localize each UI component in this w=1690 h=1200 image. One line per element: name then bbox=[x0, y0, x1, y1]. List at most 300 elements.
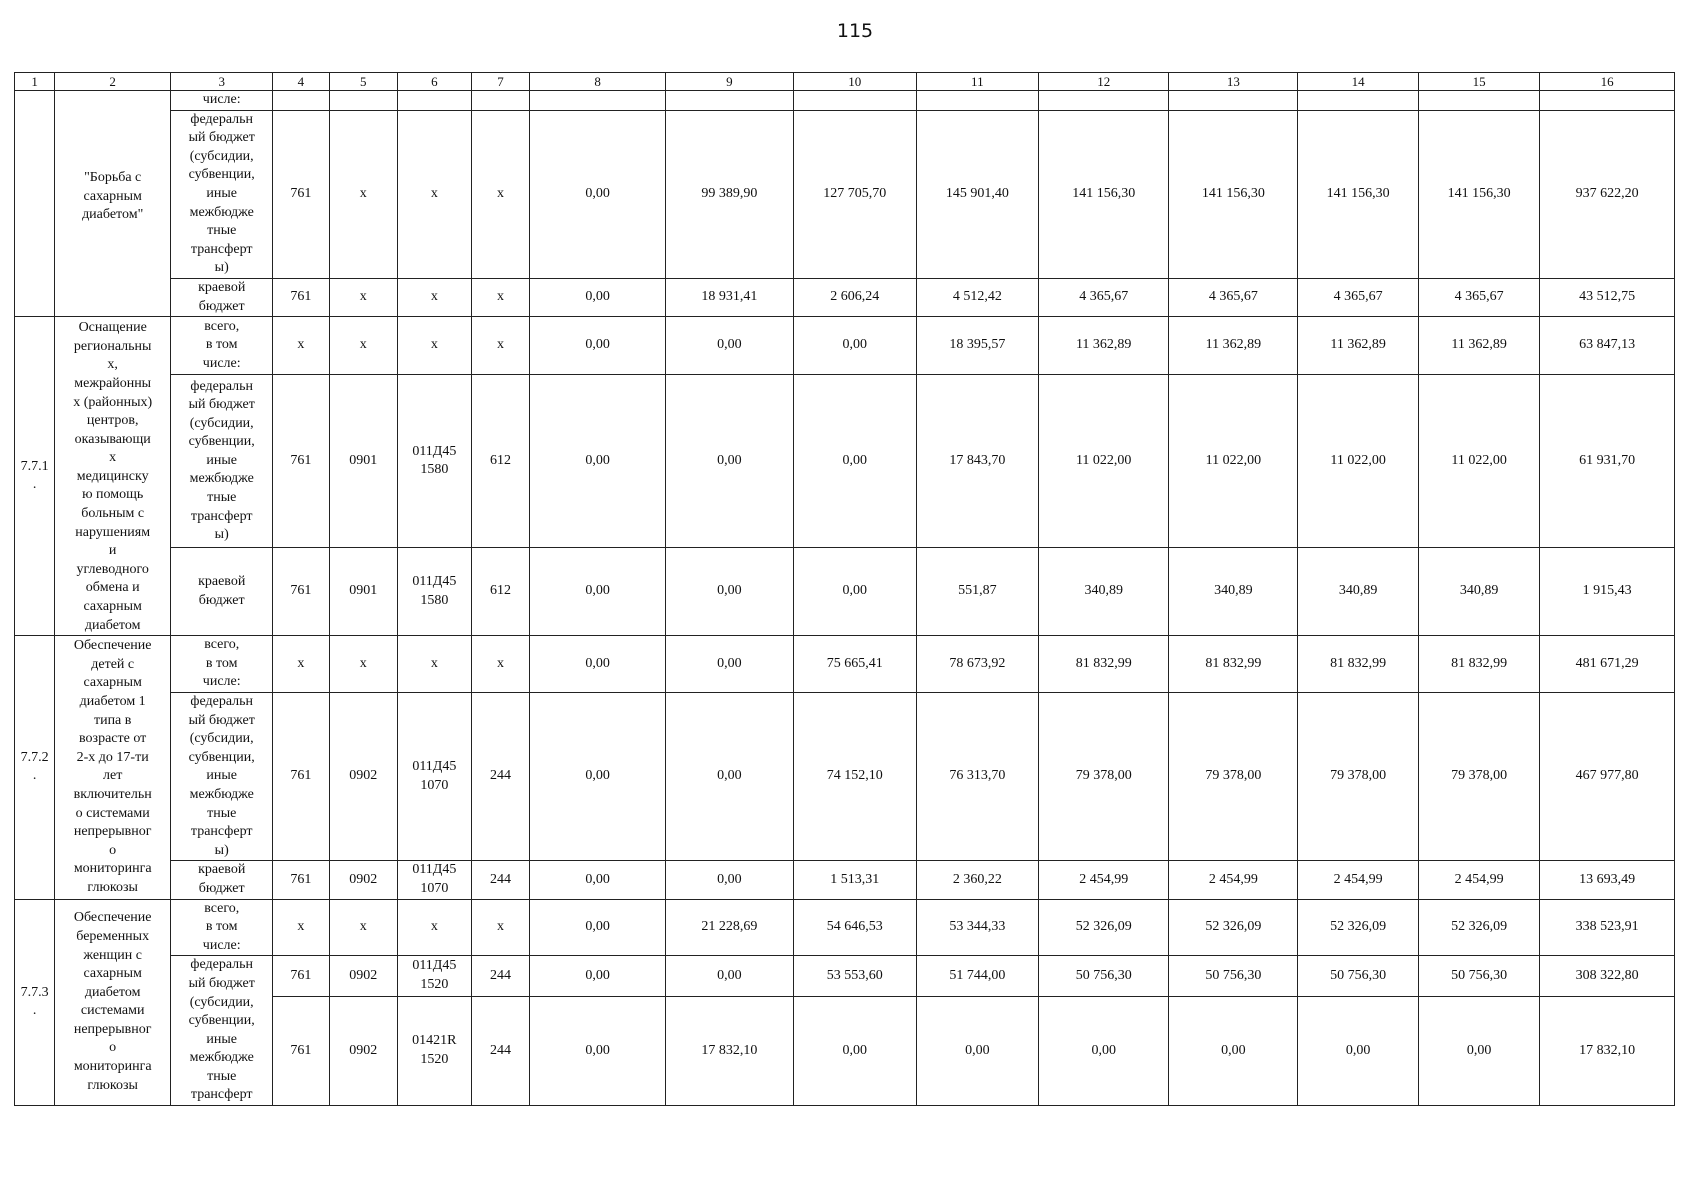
value-text: 761 bbox=[290, 583, 312, 599]
column-number-header: 7 bbox=[471, 73, 530, 91]
value-cell bbox=[793, 996, 916, 1105]
funding-source-text: краевой бюджет bbox=[198, 862, 246, 896]
value-cell bbox=[397, 996, 471, 1105]
column-number-header: 5 bbox=[329, 73, 397, 91]
value-cell bbox=[916, 996, 1039, 1105]
value-text: 937 622,20 bbox=[1575, 185, 1639, 201]
value-cell bbox=[1039, 861, 1169, 899]
value-text: x bbox=[430, 289, 438, 305]
value-text: 78 673,92 bbox=[949, 655, 1006, 671]
value-cell bbox=[273, 110, 329, 278]
table-row bbox=[15, 548, 1675, 636]
item-name-text: "Борьба с сахарным диабетом" bbox=[82, 170, 144, 223]
value-cell bbox=[1039, 996, 1169, 1105]
value-cell bbox=[1039, 91, 1169, 111]
value-text: 761 bbox=[290, 768, 312, 784]
value-text: 11 362,89 bbox=[1451, 337, 1507, 353]
table-row bbox=[15, 317, 1675, 375]
value-cell bbox=[471, 693, 530, 861]
value-text: 340,89 bbox=[1338, 583, 1378, 599]
value-cell bbox=[397, 548, 471, 636]
value-cell bbox=[916, 548, 1039, 636]
page-number: 115 bbox=[836, 20, 874, 42]
value-cell bbox=[530, 110, 666, 278]
value-cell bbox=[329, 899, 397, 956]
value-text: 0,00 bbox=[585, 655, 610, 671]
value-cell bbox=[1169, 548, 1298, 636]
value-text: 141 156,30 bbox=[1447, 185, 1511, 201]
value-cell bbox=[793, 693, 916, 861]
value-text: 308 322,80 bbox=[1575, 967, 1639, 983]
value-cell bbox=[1540, 956, 1675, 997]
value-text: 81 832,99 bbox=[1451, 655, 1508, 671]
value-cell bbox=[1169, 375, 1298, 548]
value-text: 11 362,89 bbox=[1330, 337, 1386, 353]
value-text: 338 523,91 bbox=[1575, 919, 1639, 935]
value-cell bbox=[1298, 110, 1418, 278]
value-text: 0901 bbox=[349, 583, 378, 599]
value-cell bbox=[1540, 278, 1675, 316]
value-text: 0,00 bbox=[1466, 1042, 1492, 1058]
value-text: 0,00 bbox=[585, 967, 610, 983]
value-cell bbox=[530, 996, 666, 1105]
value-text: 011Д45 1580 bbox=[412, 574, 457, 608]
table-row bbox=[15, 899, 1675, 956]
table-row bbox=[15, 956, 1675, 997]
value-cell bbox=[1039, 899, 1169, 956]
table-row bbox=[15, 91, 1675, 111]
value-cell bbox=[1169, 956, 1298, 997]
value-text: x bbox=[297, 337, 305, 353]
value-text: 011Д45 1520 bbox=[412, 958, 457, 993]
value-cell bbox=[471, 375, 530, 548]
value-cell bbox=[665, 956, 793, 997]
funding-source bbox=[171, 91, 273, 111]
value-text: 2 454,99 bbox=[1079, 871, 1129, 887]
value-text: 761 bbox=[290, 185, 312, 201]
value-text: 1 513,31 bbox=[830, 871, 880, 887]
value-cell bbox=[273, 996, 329, 1105]
value-cell bbox=[1039, 110, 1169, 278]
value-cell bbox=[793, 956, 916, 997]
value-cell bbox=[273, 899, 329, 956]
column-number-header: 8 bbox=[530, 73, 666, 91]
value-text: x bbox=[359, 289, 367, 305]
value-cell bbox=[1298, 956, 1418, 997]
value-text: x bbox=[430, 337, 438, 353]
value-text: x bbox=[497, 919, 504, 935]
value-cell bbox=[793, 861, 916, 899]
value-cell bbox=[1039, 693, 1169, 861]
item-name-text: Оснащение региональны х, межрайонны х (районных) центров, оказывающи х медицинску ю помощь больным с нарушениям и углеводного обмена и сахарным диабетом bbox=[73, 320, 153, 633]
item-name bbox=[55, 91, 171, 317]
value-cell bbox=[1540, 861, 1675, 899]
value-text: 74 152,10 bbox=[826, 768, 883, 784]
value-text: 18 931,41 bbox=[701, 289, 758, 305]
funding-source-text: федеральн ый бюджет (субсидии, субвенции, иные межбюдже тные трансферт ы) bbox=[188, 694, 255, 858]
value-cell bbox=[530, 548, 666, 636]
value-cell bbox=[530, 693, 666, 861]
value-text: 54 646,53 bbox=[826, 919, 883, 935]
value-text: 2 454,99 bbox=[1333, 871, 1383, 887]
value-cell bbox=[397, 956, 471, 997]
value-cell bbox=[1540, 317, 1675, 375]
value-text: 52 326,09 bbox=[1451, 919, 1508, 935]
value-cell bbox=[397, 375, 471, 548]
value-cell bbox=[273, 548, 329, 636]
value-text: 0,00 bbox=[717, 452, 742, 468]
value-text: 2 454,99 bbox=[1208, 871, 1258, 887]
value-text: 340,89 bbox=[1459, 583, 1499, 599]
value-cell bbox=[329, 548, 397, 636]
value-cell bbox=[1298, 317, 1418, 375]
value-text: 52 326,09 bbox=[1330, 919, 1387, 935]
value-text: x bbox=[430, 185, 438, 201]
value-text: 0,00 bbox=[717, 655, 742, 671]
value-text: 141 156,30 bbox=[1201, 185, 1265, 201]
value-text: 0,00 bbox=[842, 1042, 867, 1058]
value-text: 63 847,13 bbox=[1579, 337, 1636, 353]
value-text: 50 756,30 bbox=[1075, 967, 1132, 983]
value-text: 761 bbox=[290, 289, 312, 305]
value-cell bbox=[1169, 861, 1298, 899]
value-text: 0,00 bbox=[1221, 1042, 1246, 1058]
value-text: 141 156,30 bbox=[1072, 185, 1136, 201]
value-cell bbox=[1418, 899, 1540, 956]
column-number-header: 15 bbox=[1418, 73, 1540, 91]
value-text: 11 362,89 bbox=[1075, 337, 1132, 353]
value-cell bbox=[530, 899, 666, 956]
value-text: 340,89 bbox=[1084, 583, 1123, 599]
column-number-header: 4 bbox=[273, 73, 329, 91]
value-text: 0,00 bbox=[585, 871, 610, 887]
value-text: 0,00 bbox=[717, 871, 742, 887]
value-text: 18 395,57 bbox=[949, 337, 1006, 353]
value-cell bbox=[665, 899, 793, 956]
value-text: 50 756,30 bbox=[1451, 967, 1508, 983]
column-number-header: 3 bbox=[171, 73, 273, 91]
item-name bbox=[55, 899, 171, 1106]
funding-source-text: федеральн ый бюджет (субсидии, субвенции, иные межбюдже тные трансферт ы) bbox=[188, 378, 255, 543]
value-text: 79 378,00 bbox=[1451, 768, 1508, 784]
column-number-header: 11 bbox=[916, 73, 1039, 91]
value-cell bbox=[397, 278, 471, 316]
value-cell bbox=[397, 110, 471, 278]
value-text: 761 bbox=[290, 1042, 312, 1058]
value-text: x bbox=[297, 919, 305, 935]
value-text: 11 022,00 bbox=[1075, 452, 1132, 468]
value-cell bbox=[1418, 636, 1540, 693]
value-text: 76 313,70 bbox=[949, 768, 1006, 784]
value-cell bbox=[471, 110, 530, 278]
item-number-text: 7.7.3 . bbox=[20, 984, 49, 1019]
value-text: 340,89 bbox=[1214, 583, 1253, 599]
value-text: x bbox=[497, 337, 504, 353]
column-number-header: 9 bbox=[665, 73, 793, 91]
value-cell bbox=[397, 861, 471, 899]
funding-source bbox=[171, 956, 273, 1106]
value-cell bbox=[329, 636, 397, 693]
value-cell bbox=[916, 693, 1039, 861]
value-cell bbox=[471, 317, 530, 375]
value-text: x bbox=[497, 655, 504, 671]
value-cell bbox=[793, 91, 916, 111]
funding-source-text: федеральн ый бюджет (субсидии, субвенции, иные межбюдже тные трансферт bbox=[188, 957, 255, 1103]
value-text: 61 931,70 bbox=[1579, 452, 1636, 468]
value-text: 612 bbox=[490, 452, 511, 468]
value-cell bbox=[665, 375, 793, 548]
value-cell bbox=[329, 996, 397, 1105]
value-cell bbox=[665, 548, 793, 636]
value-text: 0,00 bbox=[842, 337, 867, 353]
value-cell bbox=[916, 278, 1039, 316]
item-name-text: Обеспечение беременных женщин с сахарным диабетом системами непрерывног о мониторинга глюкозы bbox=[73, 910, 152, 1093]
value-text: 551,87 bbox=[958, 583, 997, 599]
value-text: 2 606,24 bbox=[830, 289, 880, 305]
value-text: 127 705,70 bbox=[823, 185, 887, 201]
item-number-text: 7.7.2 . bbox=[20, 749, 49, 784]
value-text: 0902 bbox=[349, 967, 378, 983]
value-cell bbox=[471, 636, 530, 693]
value-text: 141 156,30 bbox=[1326, 185, 1390, 201]
value-cell bbox=[916, 861, 1039, 899]
value-text: 011Д45 1070 bbox=[412, 759, 457, 793]
value-cell bbox=[471, 91, 530, 111]
value-text: 17 843,70 bbox=[949, 452, 1006, 468]
value-cell bbox=[329, 110, 397, 278]
value-cell bbox=[273, 861, 329, 899]
value-text: 13 693,49 bbox=[1579, 871, 1636, 887]
value-cell bbox=[793, 899, 916, 956]
value-text: 0,00 bbox=[585, 452, 610, 468]
value-text: 0,00 bbox=[585, 289, 610, 305]
value-text: 11 022,00 bbox=[1451, 452, 1507, 468]
item-name bbox=[55, 636, 171, 899]
value-cell bbox=[793, 548, 916, 636]
value-cell bbox=[530, 861, 666, 899]
value-cell bbox=[665, 91, 793, 111]
value-text: 0,00 bbox=[842, 452, 867, 468]
value-cell bbox=[1039, 278, 1169, 316]
value-text: 011Д45 1070 bbox=[412, 862, 457, 896]
value-cell bbox=[1169, 899, 1298, 956]
item-number bbox=[15, 91, 55, 317]
value-cell bbox=[273, 636, 329, 693]
funding-source bbox=[171, 548, 273, 636]
value-cell bbox=[1298, 996, 1418, 1105]
value-cell bbox=[1418, 861, 1540, 899]
value-cell bbox=[530, 91, 666, 111]
value-cell bbox=[397, 317, 471, 375]
value-text: 244 bbox=[490, 1042, 511, 1058]
funding-source-text: краевой бюджет bbox=[198, 279, 246, 314]
value-text: 81 832,99 bbox=[1330, 655, 1387, 671]
value-text: 11 362,89 bbox=[1205, 337, 1262, 353]
value-cell bbox=[397, 636, 471, 693]
value-text: 2 360,22 bbox=[952, 871, 1002, 887]
value-cell bbox=[1169, 317, 1298, 375]
funding-source-text: федеральн ый бюджет (субсидии, субвенции, иные межбюдже тные трансферт ы) bbox=[188, 111, 255, 276]
value-cell bbox=[1298, 91, 1418, 111]
value-cell bbox=[1540, 375, 1675, 548]
value-cell bbox=[1540, 636, 1675, 693]
funding-source bbox=[171, 110, 273, 278]
value-cell bbox=[1540, 91, 1675, 111]
funding-source-text: всего, в том числе: bbox=[202, 637, 241, 690]
value-cell bbox=[1418, 996, 1540, 1105]
value-cell bbox=[329, 317, 397, 375]
value-text: 761 bbox=[290, 967, 312, 983]
value-text: 4 365,67 bbox=[1079, 289, 1129, 305]
value-cell bbox=[916, 110, 1039, 278]
column-number-header: 10 bbox=[793, 73, 916, 91]
value-cell bbox=[329, 91, 397, 111]
funding-source bbox=[171, 899, 273, 956]
value-cell bbox=[471, 548, 530, 636]
value-cell bbox=[916, 375, 1039, 548]
value-text: 244 bbox=[490, 768, 511, 784]
funding-source-text: всего, в том числе: bbox=[202, 318, 241, 372]
value-cell bbox=[1039, 956, 1169, 997]
value-cell bbox=[1418, 317, 1540, 375]
value-cell bbox=[793, 110, 916, 278]
funding-source-text: всего, в том числе: bbox=[202, 900, 241, 953]
table-row bbox=[15, 693, 1675, 861]
value-text: 467 977,80 bbox=[1575, 768, 1639, 784]
value-text: 244 bbox=[490, 871, 511, 887]
value-text: 0902 bbox=[349, 1042, 378, 1058]
value-text: 0901 bbox=[349, 452, 378, 468]
table-row bbox=[15, 278, 1675, 316]
value-cell bbox=[1039, 317, 1169, 375]
value-text: 51 744,00 bbox=[949, 967, 1006, 983]
value-text: 0,00 bbox=[585, 185, 610, 201]
value-text: 0,00 bbox=[717, 583, 742, 599]
value-text: 0902 bbox=[349, 871, 378, 887]
value-text: 11 022,00 bbox=[1205, 452, 1262, 468]
value-text: 53 344,33 bbox=[949, 919, 1006, 935]
value-text: 4 512,42 bbox=[952, 289, 1002, 305]
value-text: 0,00 bbox=[717, 967, 742, 983]
value-cell bbox=[273, 278, 329, 316]
value-cell bbox=[329, 278, 397, 316]
funding-source-text: числе: bbox=[202, 92, 241, 107]
funding-source bbox=[171, 317, 273, 375]
value-cell bbox=[916, 317, 1039, 375]
value-text: 0,00 bbox=[585, 919, 610, 935]
column-number-header: 1 bbox=[15, 73, 55, 91]
value-text: 481 671,29 bbox=[1575, 655, 1639, 671]
value-text: 79 378,00 bbox=[1330, 768, 1387, 784]
value-cell bbox=[1169, 996, 1298, 1105]
value-cell bbox=[1298, 278, 1418, 316]
value-cell bbox=[1298, 861, 1418, 899]
budget-table bbox=[14, 72, 1675, 1106]
value-cell bbox=[471, 899, 530, 956]
value-text: 75 665,41 bbox=[826, 655, 883, 671]
value-text: 50 756,30 bbox=[1205, 967, 1262, 983]
value-cell bbox=[916, 956, 1039, 997]
item-name-text: Обеспечение детей с сахарным диабетом 1 типа в возрасте от 2-х до 17-ти лет включительн о системами непрерывног о мониторинга глюкозы bbox=[73, 638, 152, 895]
item-number bbox=[15, 636, 55, 899]
table-row bbox=[15, 861, 1675, 899]
value-text: 0,00 bbox=[1091, 1042, 1116, 1058]
funding-source bbox=[171, 636, 273, 693]
value-cell bbox=[665, 996, 793, 1105]
column-number-header: 16 bbox=[1540, 73, 1675, 91]
value-text: 4 365,67 bbox=[1333, 289, 1383, 305]
value-text: x bbox=[359, 655, 367, 671]
value-cell bbox=[1169, 636, 1298, 693]
value-text: 17 832,10 bbox=[1579, 1042, 1636, 1058]
item-number-text: 7.7.1 . bbox=[20, 458, 49, 493]
item-number bbox=[15, 899, 55, 1106]
funding-source-text: краевой бюджет bbox=[198, 574, 246, 608]
value-text: 145 901,40 bbox=[945, 185, 1009, 201]
value-text: 21 228,69 bbox=[701, 919, 758, 935]
value-cell bbox=[1418, 956, 1540, 997]
value-text: 99 389,90 bbox=[701, 185, 758, 201]
value-cell bbox=[273, 956, 329, 997]
value-text: 52 326,09 bbox=[1205, 919, 1262, 935]
value-text: 81 832,99 bbox=[1205, 655, 1262, 671]
value-cell bbox=[1298, 899, 1418, 956]
value-cell bbox=[1418, 278, 1540, 316]
column-number-header: 14 bbox=[1298, 73, 1418, 91]
value-text: 011Д45 1580 bbox=[412, 443, 457, 478]
value-text: 01421R 1520 bbox=[412, 1033, 457, 1067]
value-text: 53 553,60 bbox=[826, 967, 883, 983]
value-text: 0,00 bbox=[965, 1042, 990, 1058]
value-cell bbox=[329, 693, 397, 861]
value-cell bbox=[665, 278, 793, 316]
value-cell bbox=[1039, 636, 1169, 693]
value-cell bbox=[1169, 110, 1298, 278]
value-text: 761 bbox=[290, 871, 312, 887]
value-text: 244 bbox=[490, 967, 511, 983]
funding-source bbox=[171, 861, 273, 899]
value-cell bbox=[471, 278, 530, 316]
value-text: x bbox=[359, 919, 367, 935]
column-number-header: 13 bbox=[1169, 73, 1298, 91]
value-cell bbox=[1540, 110, 1675, 278]
value-text: 0,00 bbox=[1345, 1042, 1371, 1058]
table-row bbox=[15, 375, 1675, 548]
value-cell bbox=[1540, 693, 1675, 861]
value-cell bbox=[530, 956, 666, 997]
value-cell bbox=[1540, 996, 1675, 1105]
column-number-header: 6 bbox=[397, 73, 471, 91]
value-cell bbox=[1169, 91, 1298, 111]
value-text: 0,00 bbox=[585, 768, 610, 784]
value-cell bbox=[665, 317, 793, 375]
value-text: x bbox=[497, 185, 504, 201]
value-text: x bbox=[359, 337, 367, 353]
value-cell bbox=[530, 636, 666, 693]
value-cell bbox=[1039, 548, 1169, 636]
funding-source bbox=[171, 278, 273, 316]
table-row bbox=[15, 110, 1675, 278]
value-text: x bbox=[359, 185, 367, 201]
value-text: 612 bbox=[490, 583, 511, 599]
value-text: x bbox=[430, 655, 438, 671]
funding-source bbox=[171, 693, 273, 861]
value-cell bbox=[1298, 548, 1418, 636]
value-text: 17 832,10 bbox=[701, 1042, 758, 1058]
value-cell bbox=[530, 317, 666, 375]
value-text: 79 378,00 bbox=[1205, 768, 1262, 784]
value-text: x bbox=[297, 655, 305, 671]
